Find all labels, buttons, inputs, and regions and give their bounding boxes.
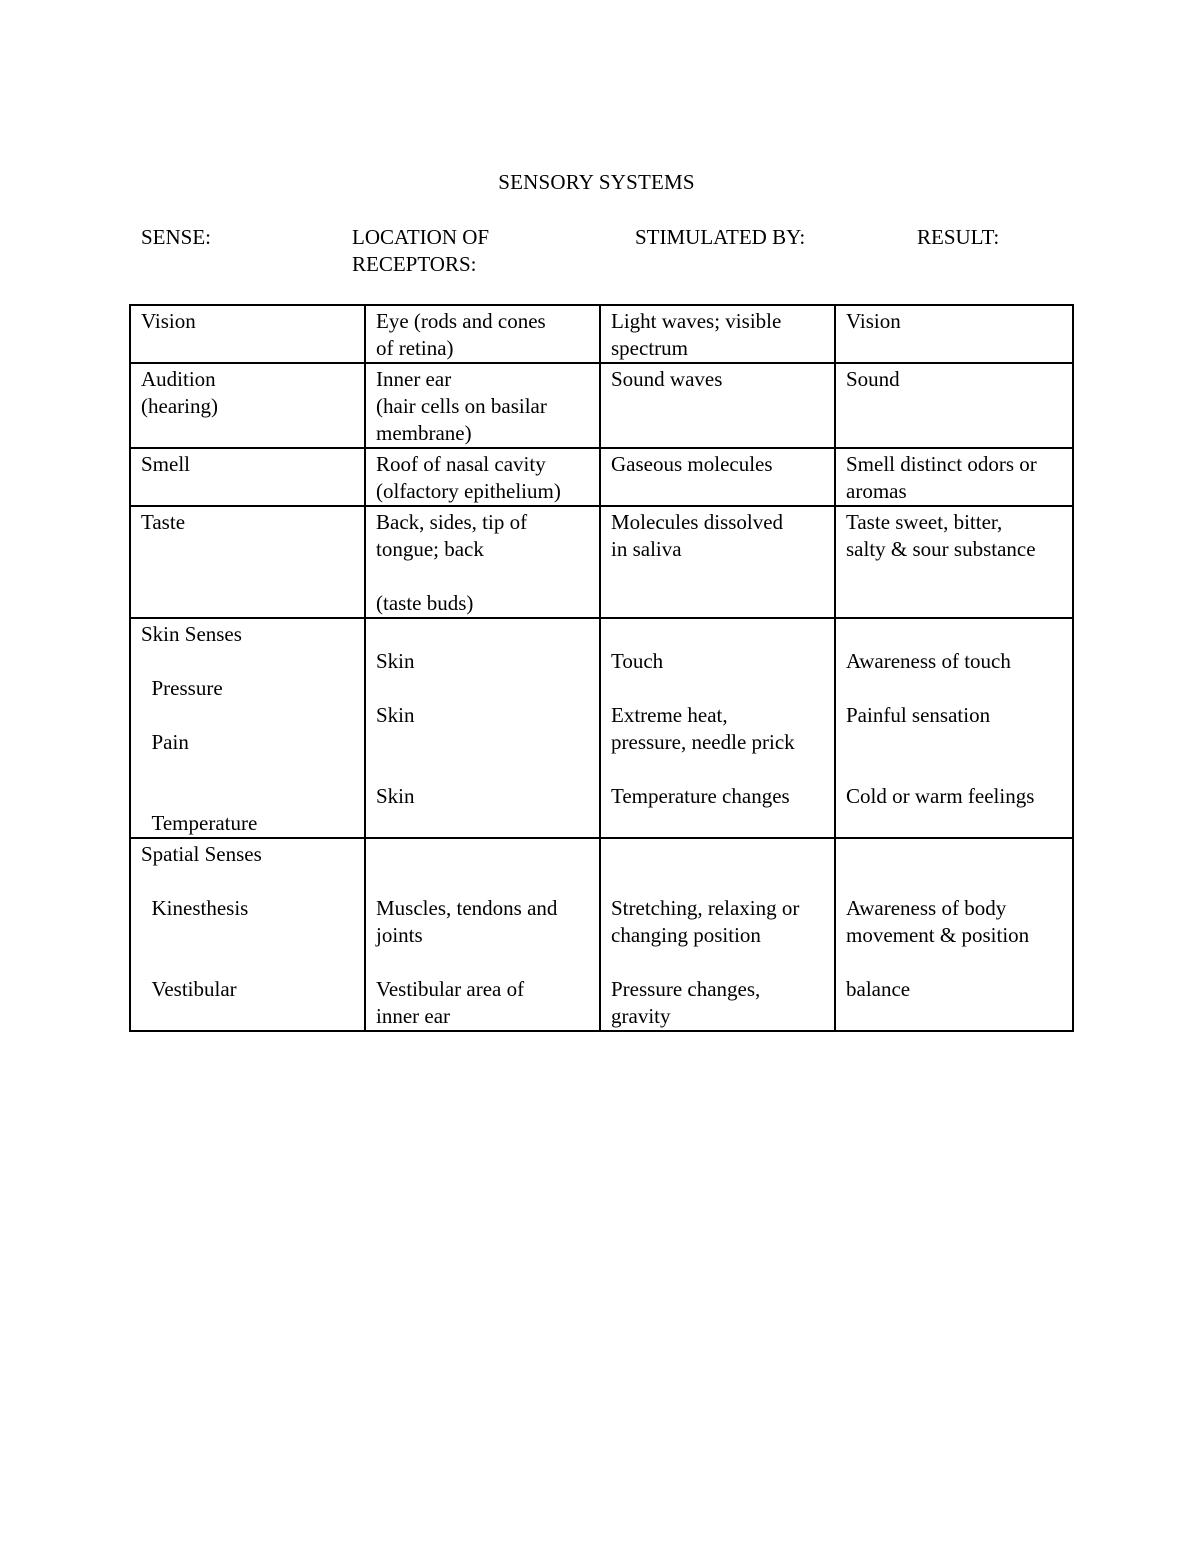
cell-text-line: changing position bbox=[611, 923, 761, 947]
cell-sense bbox=[130, 506, 365, 618]
cell-text-line bbox=[611, 949, 826, 976]
cell-text-line: of retina) bbox=[376, 336, 454, 360]
cell-text-line bbox=[846, 756, 1064, 783]
cell-text-line bbox=[141, 949, 356, 976]
cell-text-line: Smell bbox=[141, 452, 191, 476]
cell-text-line bbox=[376, 949, 591, 976]
cell-text-line: (olfactory epithelium) bbox=[376, 479, 561, 503]
cell-stimulus bbox=[600, 305, 835, 363]
table-row bbox=[130, 448, 1073, 506]
cell-text-line: joints bbox=[376, 923, 423, 947]
table-row bbox=[130, 305, 1073, 363]
cell-text-line bbox=[846, 729, 1064, 756]
cell-text-line bbox=[611, 675, 826, 702]
cell-text-line bbox=[376, 729, 591, 756]
cell-text-line: Taste sweet, bitter, bbox=[846, 510, 1003, 534]
cell-text-line bbox=[141, 922, 356, 949]
cell-text-line: Vision bbox=[846, 309, 901, 333]
cell-text-line: inner ear bbox=[376, 1004, 451, 1028]
cell-text-line: Temperature changes bbox=[611, 784, 790, 808]
cell-text-line: Painful sensation bbox=[846, 703, 991, 727]
cell-text-line: Touch bbox=[611, 649, 664, 673]
cell-text-line bbox=[611, 621, 826, 648]
cell-text-line bbox=[376, 675, 591, 702]
cell-text-line: pressure, needle prick bbox=[611, 730, 795, 754]
cell-result bbox=[835, 448, 1073, 506]
cell-sense bbox=[130, 448, 365, 506]
cell-stimulus bbox=[600, 618, 835, 838]
cell-text-line: Eye (rods and cones bbox=[376, 309, 546, 333]
cell-result bbox=[835, 305, 1073, 363]
cell-sense bbox=[130, 305, 365, 363]
cell-stimulus bbox=[600, 838, 835, 1031]
cell-text-line bbox=[611, 868, 826, 895]
cell-text-line: in saliva bbox=[611, 537, 682, 561]
cell-text-line bbox=[846, 621, 1064, 648]
cell-text-line: Stretching, relaxing or bbox=[611, 896, 800, 920]
cell-text-line: Inner ear bbox=[376, 367, 452, 391]
cell-text-line bbox=[611, 756, 826, 783]
cell-text-line: Vision bbox=[141, 309, 196, 333]
cell-text-line: tongue; back bbox=[376, 537, 484, 561]
cell-result bbox=[835, 363, 1073, 448]
cell-location bbox=[365, 448, 600, 506]
cell-text-line: aromas bbox=[846, 479, 907, 503]
cell-text-line: Vestibular area of bbox=[376, 977, 525, 1001]
cell-text-line: salty & sour substance bbox=[846, 537, 1036, 561]
cell-text-line: Light waves; visible bbox=[611, 309, 782, 333]
cell-text-line: Temperature bbox=[141, 811, 258, 835]
cell-text-line bbox=[846, 675, 1064, 702]
cell-text-line bbox=[376, 563, 591, 590]
cell-text-line: Vestibular bbox=[141, 977, 237, 1001]
cell-text-line bbox=[846, 841, 1064, 868]
cell-text-line bbox=[376, 756, 591, 783]
cell-stimulus bbox=[600, 506, 835, 618]
cell-text-line: Audition bbox=[141, 367, 216, 391]
cell-text-line: Skin Senses bbox=[141, 622, 242, 646]
cell-text-line: Skin bbox=[376, 703, 415, 727]
cell-text-line: Roof of nasal cavity bbox=[376, 452, 546, 476]
cell-text-line: Molecules dissolved bbox=[611, 510, 784, 534]
cell-text-line: Skin bbox=[376, 649, 415, 673]
cell-result bbox=[835, 506, 1073, 618]
cell-text-line: (hearing) bbox=[141, 394, 218, 418]
table-row bbox=[130, 618, 1073, 838]
cell-text-line: Skin bbox=[376, 784, 415, 808]
cell-text-line bbox=[376, 868, 591, 895]
cell-text-line: Sound waves bbox=[611, 367, 723, 391]
document-title: SENSORY SYSTEMS bbox=[498, 170, 695, 194]
cell-text-line bbox=[376, 621, 591, 648]
header-sense: SENSE: bbox=[141, 225, 212, 249]
cell-text-line: Awareness of body bbox=[846, 896, 1007, 920]
cell-text-line: (taste buds) bbox=[376, 591, 474, 615]
cell-text-line bbox=[141, 756, 356, 783]
cell-text-line: Kinesthesis bbox=[141, 896, 249, 920]
cell-text-line: Pain bbox=[141, 730, 189, 754]
cell-text-line bbox=[611, 841, 826, 868]
cell-text-line: gravity bbox=[611, 1004, 671, 1028]
cell-sense bbox=[130, 838, 365, 1031]
cell-text-line: Pressure bbox=[141, 676, 223, 700]
cell-location bbox=[365, 618, 600, 838]
header-location-of-receptors: LOCATION OF RECEPTORS: bbox=[352, 225, 490, 276]
cell-text-line: (hair cells on basilar bbox=[376, 394, 547, 418]
table-body bbox=[130, 305, 1073, 1031]
cell-location bbox=[365, 363, 600, 448]
cell-text-line: spectrum bbox=[611, 336, 688, 360]
cell-text-line: Cold or warm feelings bbox=[846, 784, 1035, 808]
cell-text-line: Pressure changes, bbox=[611, 977, 761, 1001]
cell-text-line: Sound bbox=[846, 367, 900, 391]
cell-text-line bbox=[141, 648, 356, 675]
cell-text-line bbox=[846, 949, 1064, 976]
cell-text-line bbox=[141, 783, 356, 810]
cell-text-line: Muscles, tendons and bbox=[376, 896, 558, 920]
cell-stimulus bbox=[600, 363, 835, 448]
cell-text-line bbox=[141, 702, 356, 729]
cell-location bbox=[365, 305, 600, 363]
cell-text-line: Awareness of touch bbox=[846, 649, 1011, 673]
cell-text-line: Back, sides, tip of bbox=[376, 510, 528, 534]
cell-text-line: membrane) bbox=[376, 421, 472, 445]
cell-text-line: Extreme heat, bbox=[611, 703, 728, 727]
cell-text-line: Smell distinct odors or bbox=[846, 452, 1037, 476]
cell-sense bbox=[130, 363, 365, 448]
cell-stimulus bbox=[600, 448, 835, 506]
header-result: RESULT: bbox=[917, 225, 1000, 249]
header-stimulated-by: STIMULATED BY: bbox=[635, 225, 806, 249]
cell-text-line: Gaseous molecules bbox=[611, 452, 773, 476]
cell-text-line bbox=[376, 841, 591, 868]
cell-sense bbox=[130, 618, 365, 838]
sensory-systems-table bbox=[129, 304, 1074, 1032]
cell-result bbox=[835, 618, 1073, 838]
table-row bbox=[130, 506, 1073, 618]
cell-text-line: balance bbox=[846, 977, 911, 1001]
cell-text-line: Taste bbox=[141, 510, 186, 534]
cell-text-line: Spatial Senses bbox=[141, 842, 262, 866]
cell-location bbox=[365, 838, 600, 1031]
table-row bbox=[130, 363, 1073, 448]
table-row bbox=[130, 838, 1073, 1031]
cell-result bbox=[835, 838, 1073, 1031]
cell-location bbox=[365, 506, 600, 618]
cell-text-line bbox=[846, 868, 1064, 895]
cell-text-line: movement & position bbox=[846, 923, 1030, 947]
cell-text-line bbox=[141, 868, 356, 895]
